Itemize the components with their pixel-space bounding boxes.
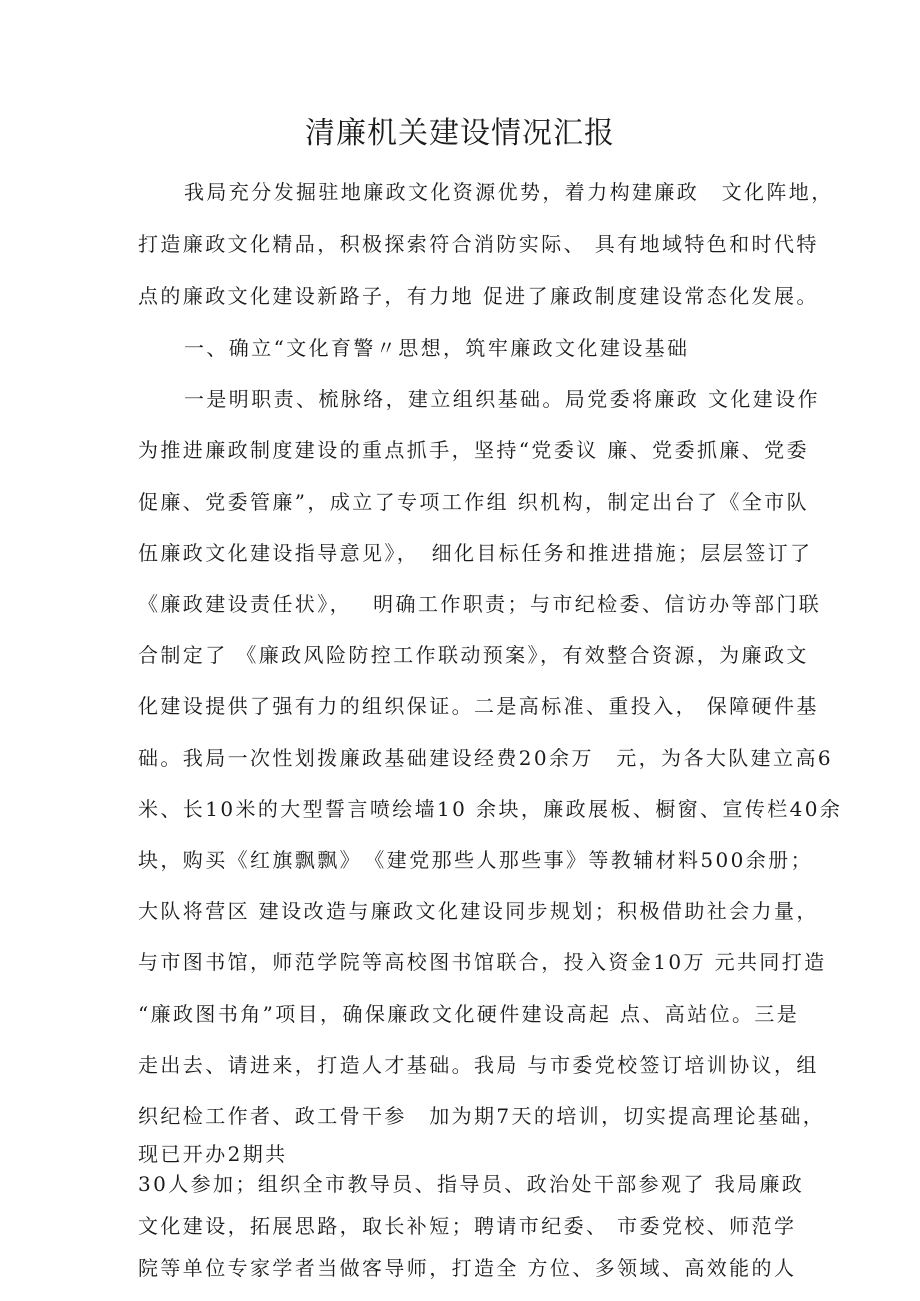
- paragraph-line: 合制定了 《廉政风险防控工作联动预案》，有效整合资源，为廉政文: [138, 643, 809, 667]
- paragraph-line: 文化建设，拓展思路，取长补短；聘请市纪委、 市委党校、师范学: [138, 1214, 797, 1238]
- paragraph-line: 走出去、请进来，打造人才基础。我局 与市委党校签订培训协议，组: [138, 1053, 819, 1077]
- paragraph-line: 织纪检工作者、政工骨干参 加为期7天的培训，切实提高理论基础，: [138, 1104, 826, 1128]
- document-title: 清廉机关建设情况汇报: [305, 116, 615, 151]
- paragraph-line: 院等单位专家学者当做客导师，打造全 方位、多领域、高效能的人: [138, 1256, 797, 1280]
- section-heading: 一、确立“文化育警〃思想，筑牢廉政文化建设基础: [184, 336, 690, 360]
- paragraph-line: 与市图书馆，师范学院等高校图书馆联合，投入资金10万 元共同打造: [138, 950, 827, 974]
- paragraph-line: 化建设提供了强有力的组织保证。二是高标准、重投入， 保障硬件基: [138, 694, 819, 718]
- paragraph-line: 块，购买《红旗飘飘》 《建党那些人那些事》等教辅材料500余册；: [138, 848, 813, 872]
- paragraph-line: 础。我局一次性划拨廉政基础建设经费20余万 元，为各大队建立高6: [138, 746, 833, 770]
- paragraph-line: 米、长10米的大型誓言喷绘墙10 余块，廉政展板、橱窗、宣传栏40余: [138, 797, 843, 821]
- paragraph-line: 为推进廉政制度建设的重点抓手，坚持“党委议 廉、党委抓廉、党委: [138, 438, 809, 462]
- paragraph-line: 我局充分发掘驻地廉政文化资源优势，着力构建廉政 文化阵地，: [184, 180, 834, 204]
- paragraph-line: 点的廉政文化建设新路子，有力地 促进了廉政制度建设常态化发展。: [138, 284, 819, 308]
- paragraph-line: 一是明职责、梳脉络，建立组织基础。局党委将廉政 文化建设作: [184, 387, 820, 411]
- paragraph-line: 现已开办2期共: [138, 1142, 288, 1166]
- paragraph-line: 打造廉政文化精品，积极探索符合消防实际、 具有地域特色和时代特: [138, 232, 819, 256]
- paragraph-line: 大队将营区 建设改造与廉政文化建设同步规划；积极借助社会力量，: [138, 899, 819, 923]
- paragraph-line: 《廉政建设责任状》， 明确工作职责；与市纪检委、信访办等部门联: [138, 592, 822, 616]
- paragraph-line: 30人参加；组织全市教导员、指导员、政治处干部参观了 我局廉政: [138, 1172, 805, 1196]
- paragraph-line: 伍廉政文化建设指导意见》， 细化目标任务和推进措施；层层签订了: [138, 541, 813, 565]
- paragraph-line: “廉政图书角”项目，确保廉政文化硬件建设高起 点、高站位。三是: [138, 1002, 800, 1026]
- paragraph-line: 促廉、党委管廉”，成立了专项工作组 织机构，制定出台了《全市队: [138, 490, 809, 514]
